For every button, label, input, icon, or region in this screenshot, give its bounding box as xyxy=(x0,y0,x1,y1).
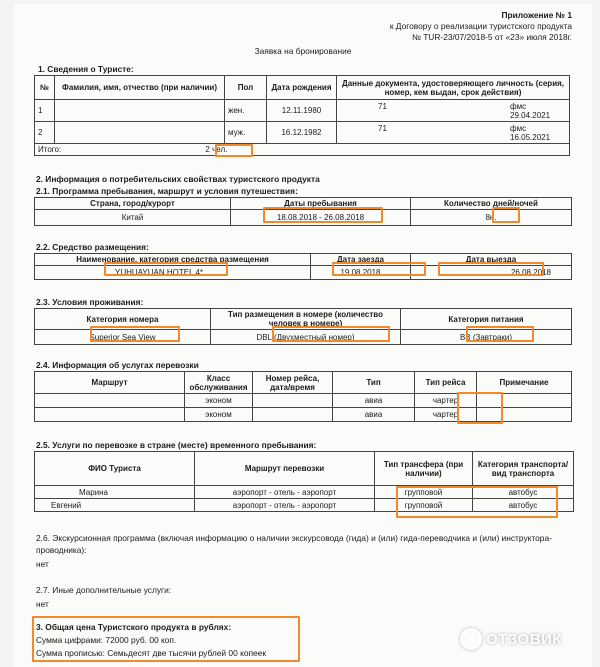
section-2-1-heading: 2.1. Программа пребывания, маршрут и условия путешествия: xyxy=(36,186,298,196)
document-expiry: 16.05.2021 xyxy=(510,132,551,142)
cell-transport-route: аэропорт - отель - аэропорт xyxy=(195,486,375,499)
col-note: Примечание xyxy=(477,372,572,394)
col-dob: Дата рождения xyxy=(267,76,337,100)
table-row xyxy=(35,486,574,499)
cell-type: авиа xyxy=(333,408,415,422)
row-dob: 16.12.1982 xyxy=(267,122,337,144)
cell-class: эконом xyxy=(185,394,253,408)
table-row xyxy=(35,100,570,122)
row-sex: муж. xyxy=(225,122,267,144)
col-tourist-name: ФИО Туриста xyxy=(35,452,195,486)
appendix-line-1: к Договору о реализации туристского продукта xyxy=(389,21,572,31)
document-title: Заявка на бронирование xyxy=(254,46,352,56)
row-number: 1 xyxy=(35,100,55,122)
row-sex: жен. xyxy=(225,100,267,122)
col-full-name: Фамилия, имя, отчество (при наличии) xyxy=(55,76,225,100)
document-issuer: фмс xyxy=(510,101,527,111)
row-document xyxy=(337,100,570,122)
appendix-line-2: № TUR-23/07/2018-5 от «23» июля 2018г. xyxy=(412,32,572,42)
table-row xyxy=(35,330,572,345)
row-number: 2 xyxy=(35,122,55,144)
document-page xyxy=(14,4,592,667)
cell-days: 8н. xyxy=(411,210,572,226)
local-transport-table xyxy=(34,451,574,512)
cell-checkin: 19.08.2018 xyxy=(311,266,411,280)
cell-tourist-name: Евгений xyxy=(35,499,195,512)
section-2-4-heading: 2.4. Информация об услугах перевозки xyxy=(36,360,199,370)
col-checkin: Дата заезда xyxy=(311,254,411,266)
col-document: Данные документа, удостоверяющего личность (серия, номер, кем выдан, срок действия) xyxy=(337,76,570,100)
cell-transfer-type: групповой xyxy=(375,499,473,512)
col-number: № xyxy=(35,76,55,100)
table-row xyxy=(35,499,574,512)
table-row xyxy=(35,266,572,280)
watermark-text: ОТЗОВИК xyxy=(486,630,562,648)
appendix-title: Приложение № 1 xyxy=(501,10,572,20)
col-country: Страна, город/курорт xyxy=(35,198,231,210)
cell-transport-route: аэропорт - отель - аэропорт xyxy=(195,499,375,512)
cell-room-category: Superior Sea View xyxy=(35,330,211,345)
col-transport-category: Категория транспорта/вид транспорта xyxy=(473,452,574,486)
section-2-5-heading: 2.5. Услуги по перевозке в стране (месте) временного пребывания: xyxy=(36,440,317,450)
watermark xyxy=(460,628,562,650)
section-2-2-heading: 2.2. Средство размещения: xyxy=(36,242,149,252)
col-days: Количество дней/ночей xyxy=(411,198,572,210)
row-document xyxy=(337,122,570,144)
cell-transport-category: автобус xyxy=(473,486,574,499)
cell-hotel: YUHUAYUAN HOTEL 4* xyxy=(35,266,311,280)
col-flight: Номер рейса, дата/время xyxy=(253,372,333,394)
table-row xyxy=(35,394,572,408)
section-2-3-heading: 2.3. Условия проживания: xyxy=(36,297,144,307)
section-2-7-value: нет xyxy=(36,599,49,609)
cell-dates: 18.08.2018 - 26.08.2018 xyxy=(231,210,411,226)
col-placement-type: Тип размещения в номере (количество человек в номере) xyxy=(211,309,401,330)
col-hotel: Наименование, категория средства размещения xyxy=(35,254,311,266)
cell-note xyxy=(477,408,572,422)
table-row xyxy=(35,408,572,422)
col-room-category: Категория номера xyxy=(35,309,211,330)
document-series: 71 xyxy=(378,101,387,111)
section-2-heading: 2. Информация о потребительских свойствах туристского продукта xyxy=(36,174,320,184)
accommodation-table xyxy=(34,253,572,280)
col-transfer-type: Тип трансфера (при наличии) xyxy=(375,452,473,486)
table-row xyxy=(35,210,572,226)
cell-tourist-name: Марина xyxy=(35,486,195,499)
tourists-table xyxy=(34,75,570,156)
cell-flight xyxy=(253,394,333,408)
living-conditions-table xyxy=(34,308,572,345)
section-2-6-heading: 2.6. Экскурсионная программа (включая информацию о наличии экскурсовода (гида) и (или) гида-переводчика и (или) инструктора-проводника): xyxy=(36,533,552,555)
col-flight-type: Тип рейса xyxy=(415,372,477,394)
cell-route xyxy=(35,408,185,422)
cell-country: Китай xyxy=(35,210,231,226)
cell-checkout: 26.08.2018 xyxy=(411,266,572,280)
cell-flight xyxy=(253,408,333,422)
total-label: Итого: xyxy=(38,145,62,154)
total-row xyxy=(35,144,570,156)
col-class: Класс обслуживания xyxy=(185,372,253,394)
section-3-heading: 3. Общая цена Туристского продукта в рублях: xyxy=(36,622,232,632)
cell-flight-type: чартер xyxy=(415,408,477,422)
section-2-7-heading: 2.7. Иные дополнительные услуги: xyxy=(36,585,172,595)
cell-class: эконом xyxy=(185,408,253,422)
cell-type: авиа xyxy=(333,394,415,408)
row-name xyxy=(55,100,225,122)
document-issuer: фмс xyxy=(510,123,527,133)
program-table xyxy=(34,197,572,226)
col-sex: Пол xyxy=(225,76,267,100)
cell-meal: BB (Завтраки) xyxy=(401,330,572,345)
col-checkout: Дата выезда xyxy=(411,254,572,266)
section-1-heading: 1. Сведения о Туристе: xyxy=(38,64,134,74)
price-words: Сумма прописью: Семьдесят две тысячи рублей 00 копеек xyxy=(36,648,267,658)
row-dob: 12.11.1980 xyxy=(267,100,337,122)
section-2-6-value: нет xyxy=(36,559,49,569)
row-name xyxy=(55,122,225,144)
appendix-header xyxy=(390,10,572,43)
cell-transfer-type: групповой xyxy=(375,486,473,499)
otzovik-logo-icon xyxy=(460,628,482,650)
total-value: 2 чел. xyxy=(205,145,228,154)
cell-placement-type: DBL (Двухместный номер) xyxy=(211,330,401,345)
price-digits: Сумма цифрами: 72000 руб. 00 коп. xyxy=(36,635,177,645)
document-expiry: 29.04.2021 xyxy=(510,110,551,120)
col-type: Тип xyxy=(333,372,415,394)
col-dates: Даты пребывания xyxy=(231,198,411,210)
cell-note xyxy=(477,394,572,408)
transport-table xyxy=(34,371,572,422)
cell-transport-category: автобус xyxy=(473,499,574,512)
document-series: 71 xyxy=(378,123,387,133)
cell-flight-type: чартер xyxy=(415,394,477,408)
col-transport-route: Маршрут перевозки xyxy=(195,452,375,486)
col-meal: Категория питания xyxy=(401,309,572,330)
table-row xyxy=(35,122,570,144)
cell-route xyxy=(35,394,185,408)
col-route: Маршрут xyxy=(35,372,185,394)
